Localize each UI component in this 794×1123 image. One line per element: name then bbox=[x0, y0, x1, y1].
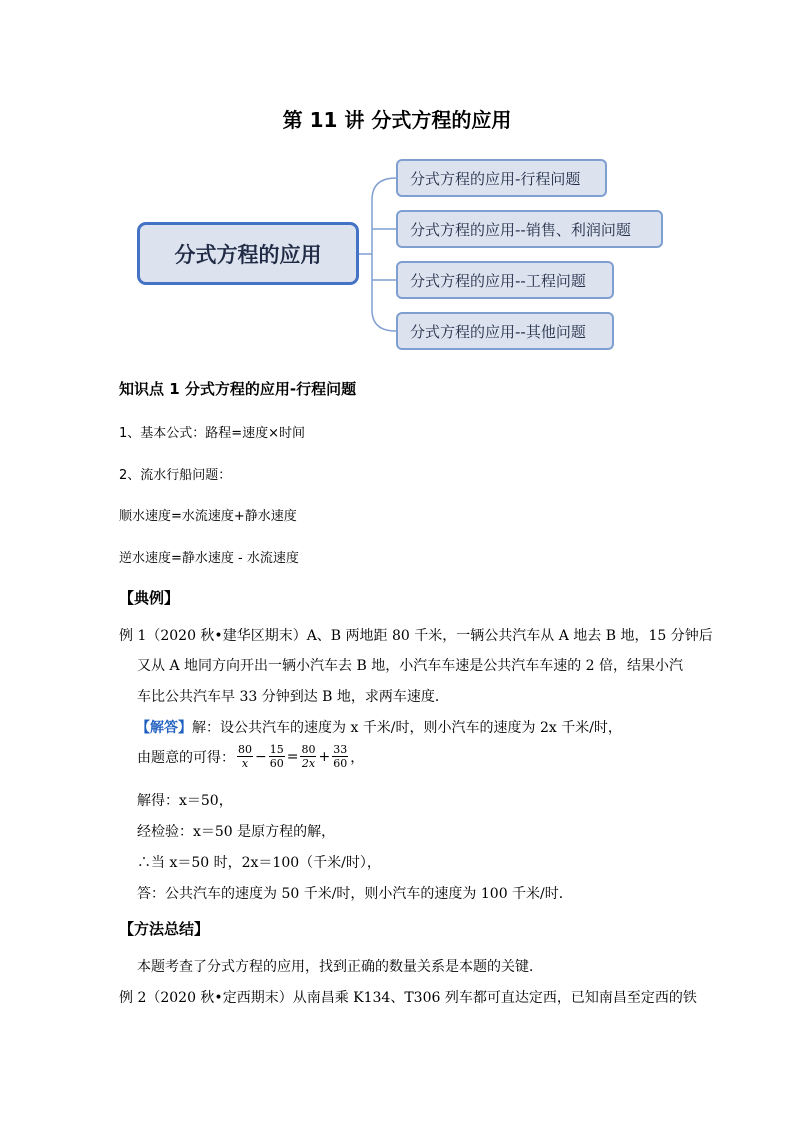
mindmap-branch-other: 分式方程的应用--其他问题 bbox=[396, 312, 614, 350]
mindmap-center-node: 分式方程的应用 bbox=[137, 222, 359, 285]
upstream-formula: 逆水速度=静水速度 - 水流速度 bbox=[119, 551, 299, 566]
plus-sign: + bbox=[318, 748, 331, 765]
answer-therefore: ∴当 x＝50 时，2x＝100（千米/时）， bbox=[137, 855, 381, 871]
fraction-2: $\frac{15}{60}$ bbox=[269, 743, 284, 770]
equation-end: ， bbox=[350, 749, 365, 766]
method-label: 【方法总结】 bbox=[119, 920, 210, 938]
mindmap-branch-engineering: 分式方程的应用--工程问题 bbox=[396, 261, 614, 299]
example1-line2: 又从 A 地同方向开出一辆小汽车去 B 地，小汽车车速是公共汽车车速的 2 倍，结果小汽 bbox=[137, 658, 684, 674]
equals-sign: = bbox=[286, 748, 299, 765]
answer-solve: 解得：x＝50， bbox=[137, 793, 233, 809]
method-text: 本题考查了分式方程的应用，找到正确的数量关系是本题的关键． bbox=[137, 959, 543, 975]
fraction-1: $\frac{80}{x}$ bbox=[238, 743, 252, 770]
minus-sign: − bbox=[255, 748, 267, 765]
downstream-formula: 顺水速度=水流速度+静水速度 bbox=[119, 509, 297, 524]
section-heading: 知识点 1 分式方程的应用-行程问题 bbox=[119, 380, 357, 398]
mindmap-branch-sales: 分式方程的应用--销售、利润问题 bbox=[396, 210, 663, 248]
mindmap-branch-travel: 分式方程的应用-行程问题 bbox=[396, 159, 607, 197]
equation-prefix: 由题意的可得： bbox=[137, 749, 235, 766]
answer-intro: 解：设公共汽车的速度为 x 千米/时，则小汽车的速度为 2x 千米/时， bbox=[192, 720, 622, 736]
stream-title: 2、流水行船问题： bbox=[119, 468, 232, 483]
fraction-4: $\frac{33}{60}$ bbox=[333, 743, 348, 770]
answer-line1 bbox=[136, 717, 622, 737]
page-title: 第 11 讲 分式方程的应用 bbox=[282, 108, 512, 132]
answer-check: 经检验：x＝50 是原方程的解， bbox=[137, 824, 336, 840]
equation-line bbox=[137, 743, 364, 770]
example2-line1: 例 2（2020 秋•定西期末）从南昌乘 K134、T306 列车都可直达定西，已知南昌至定西的铁 bbox=[119, 990, 697, 1006]
example1-line1: 例 1（2020 秋•建华区期末）A、B 两地距 80 千米，一辆公共汽车从 A 地去 B 地，15 分钟后 bbox=[119, 628, 713, 644]
answer-final: 答：公共汽车的速度为 50 千米/时，则小汽车的速度为 100 千米/时． bbox=[137, 886, 573, 902]
fraction-3: $\frac{80}{2x}$ bbox=[301, 743, 316, 770]
example1-line3: 车比公共汽车早 33 分钟到达 B 地，求两车速度． bbox=[137, 689, 449, 705]
answer-tag: 【解答】 bbox=[136, 720, 192, 736]
example-label: 【典例】 bbox=[119, 589, 180, 607]
formula-line: 1、基本公式：路程=速度×时间 bbox=[119, 426, 306, 441]
